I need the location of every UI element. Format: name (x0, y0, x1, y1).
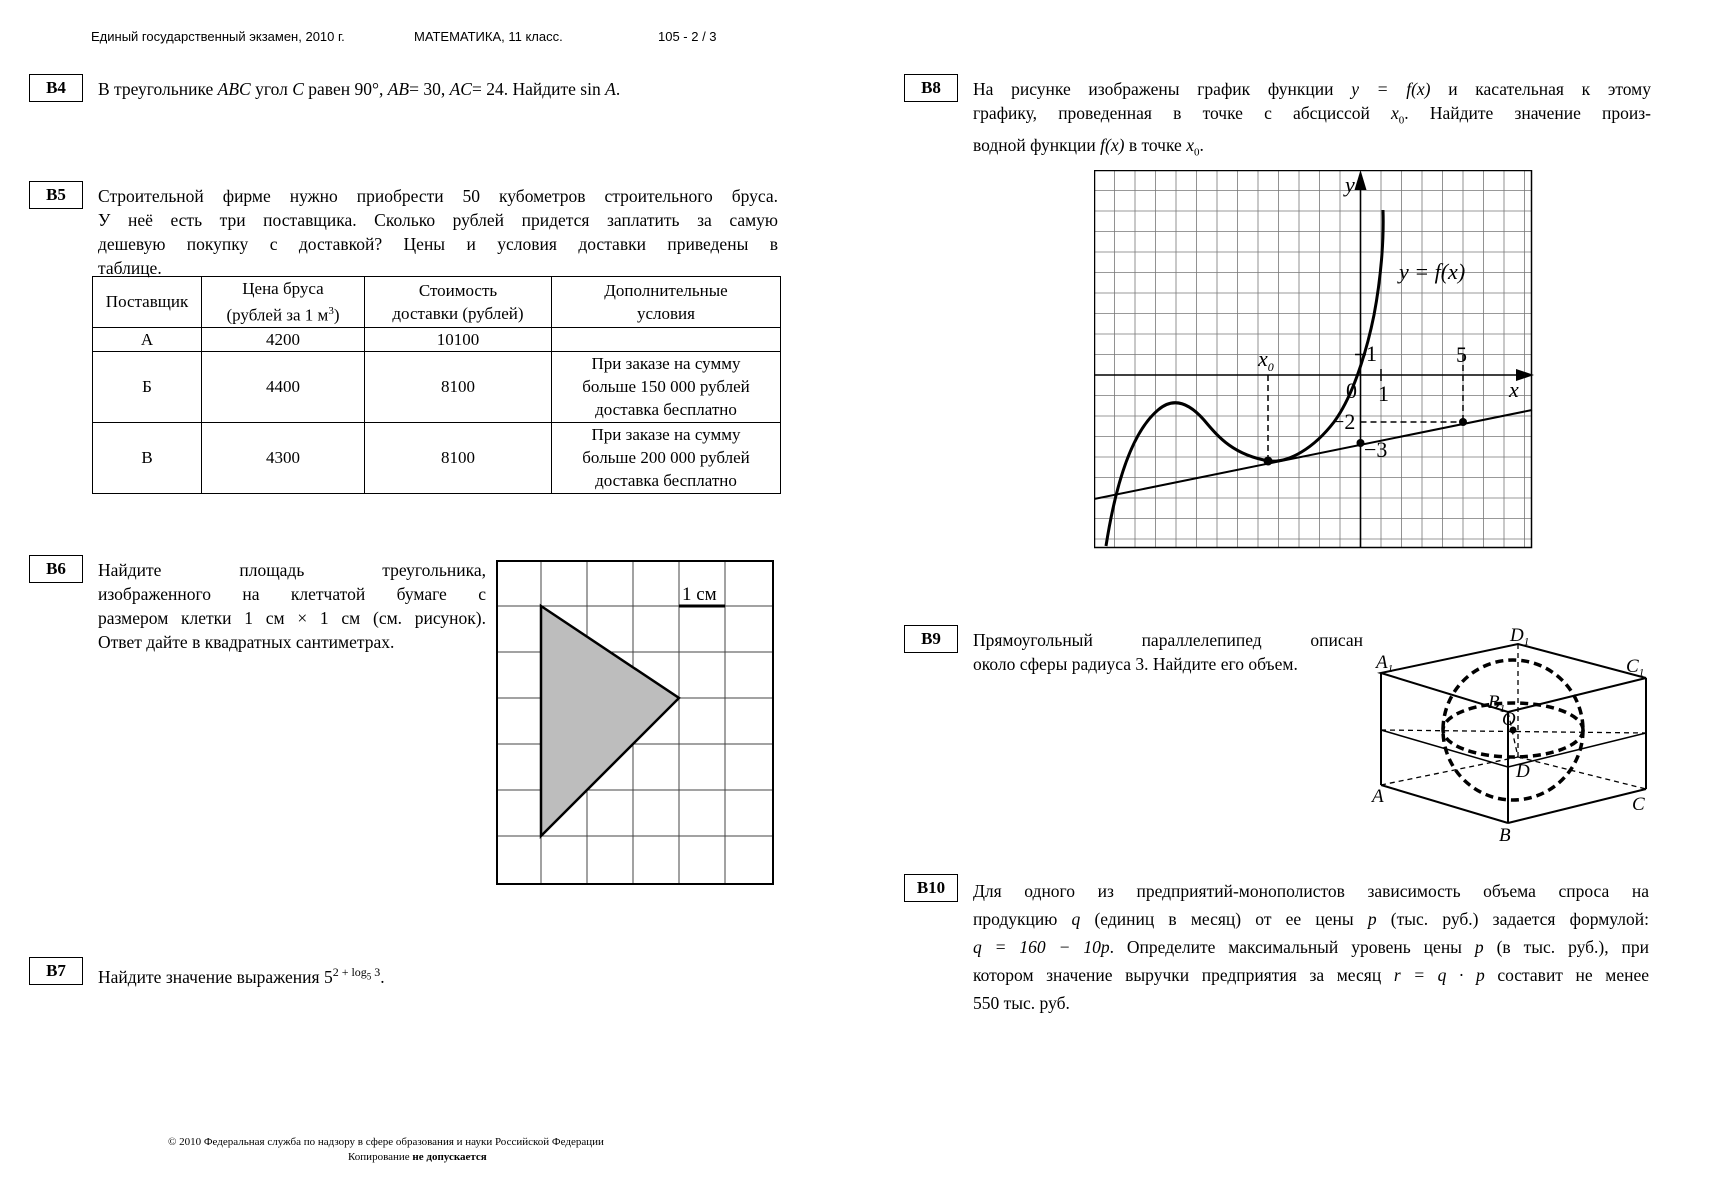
b10-l2c: (тыс. руб.) задается формулой: (1390, 909, 1649, 929)
point-x5 (1459, 418, 1467, 426)
minus-three-label: −3 (1364, 437, 1388, 462)
label-d1 (1509, 625, 1529, 648)
function-curve (1106, 210, 1383, 546)
b8-line-1 (973, 77, 1651, 101)
b9-line-1: Прямоугольный параллелепипед описан (973, 630, 1363, 650)
cell-delivery: 8100 (365, 422, 552, 493)
th-price-2a: (рублей за 1 м (226, 305, 329, 325)
label-c: C (1632, 794, 1645, 815)
b8-l1f: y = f(x) (1351, 79, 1431, 99)
table-header-row (93, 277, 781, 328)
task-b4-text (98, 77, 620, 101)
label-a1-letter: A (1376, 652, 1388, 673)
b6-line-4: Ответ дайте в квадратных сантиметрах. (98, 632, 395, 652)
th-delivery (365, 277, 552, 328)
b8-l2a: графику, проведенная в точке с абсциссой (973, 103, 1370, 123)
b4-t5: = 24. Найдите sin (471, 79, 601, 99)
th-price (202, 277, 365, 328)
b10-line-1: Для одного из предприятий-монополистов зависимость объема спроса на (973, 881, 1649, 901)
th-extra-2: условия (637, 303, 695, 323)
b8-l3a: водной функции (973, 134, 1096, 155)
cell-extra (552, 422, 781, 493)
b4-t4: = 30, (409, 79, 446, 99)
b8-line-3 (973, 133, 1651, 165)
header-subject: МАТЕМАТИКА, 11 класс. (414, 29, 563, 44)
cell-price: 4400 (202, 351, 365, 422)
b4-t6: . (615, 79, 621, 99)
b10-l4b: составит не менее (1497, 965, 1650, 985)
cell-delivery: 10100 (365, 327, 552, 351)
b4-t2: угол (255, 79, 288, 99)
footer-copy-b: не допускается (412, 1151, 487, 1163)
b8-l3x: x (1186, 134, 1194, 155)
label-d1-sub: 1 (1523, 636, 1530, 648)
b5-line-3: дешевую покупку с доставкой? Цены и условия доставки приведены в (98, 234, 778, 254)
th-extra-1: Дополнительные (604, 280, 728, 300)
task-label-b5: B5 (29, 181, 83, 209)
task-label-b4: B4 (29, 74, 83, 102)
b7-tail: . (380, 966, 385, 987)
b6-line-1: Найдите площадь треугольника, (98, 560, 486, 580)
b4-t3: равен 90°, (308, 79, 384, 99)
b10-l2a: продукцию (973, 909, 1058, 929)
th-price-2sup: 3 (328, 305, 334, 317)
one-y-label: 1 (1366, 341, 1377, 366)
label-b1-sub: 1 (1499, 703, 1506, 715)
b10-line-4 (973, 961, 1649, 989)
b8-graph (1094, 170, 1534, 550)
b10-l3p: p (1474, 937, 1484, 957)
b8-l1b: и касательная к этому (1448, 79, 1652, 99)
five-label: 5 (1456, 342, 1467, 367)
b7-base: 5 (323, 966, 333, 987)
b8-line-2 (973, 101, 1651, 133)
cell-supplier: А (93, 327, 202, 351)
table-row (93, 422, 781, 493)
triangle-shape (541, 606, 679, 836)
y-axis-label: y (1345, 172, 1355, 197)
extra-line: При заказе на сумму (591, 354, 741, 374)
cell-supplier: В (93, 422, 202, 493)
th-extra (552, 277, 781, 328)
one-x-label: 1 (1378, 381, 1389, 406)
b10-l4a: котором значение выручки предприятия за месяц (973, 965, 1382, 985)
curve-label: y = f(x) (1399, 259, 1466, 284)
task-label-b6: B6 (29, 555, 83, 583)
th-price-2b: ) (333, 305, 340, 325)
b10-l3f: q = 160 − 10p (973, 937, 1110, 957)
b6-line-3: размером клетки 1 см × 1 см (см. рисунок). (98, 608, 486, 628)
b8-l3xsub: 0 (1193, 146, 1200, 158)
task-label-b10: B10 (904, 874, 958, 902)
b9-figure (1368, 624, 1660, 852)
task-b8-text (973, 77, 1651, 164)
cell-price: 4200 (202, 327, 365, 351)
label-a: A (1372, 786, 1384, 807)
b10-l2b: (единиц в месяц) от ее цены (1094, 909, 1354, 929)
b7-exponent (332, 965, 381, 982)
b10-l2p: p (1367, 909, 1377, 929)
x0-label-sub: 0 (1267, 360, 1274, 374)
label-c1 (1626, 656, 1644, 679)
footer-copy-a: Копирование (348, 1151, 410, 1163)
label-d1-letter: D (1510, 625, 1524, 646)
b4-ac: AC (449, 79, 472, 99)
task-b6-text (98, 558, 486, 654)
extra-line: больше 150 000 рублей (582, 377, 750, 397)
tangency-point (1264, 457, 1273, 466)
b5-line-2: У неё есть три поставщика. Сколько рублей придется заплатить за самую (98, 210, 778, 230)
b6-line-2: изображенного на клетчатой бумаге с (98, 584, 486, 604)
label-c1-letter: C (1626, 656, 1639, 677)
task-label-b8: B8 (904, 74, 958, 102)
b7-exp-a: 2 + log (332, 965, 367, 979)
extra-line: доставка бесплатно (595, 471, 737, 491)
task-b9-text (973, 628, 1363, 676)
y-axis-arrow (1355, 170, 1367, 190)
b8-l1a: На рисунке изображены график функции (973, 79, 1334, 99)
b10-l3b: (в тыс. руб.), при (1496, 937, 1650, 957)
b5-line-1: Строительной фирме нужно приобрести 50 кубометров строительного бруса. (98, 186, 778, 206)
label-a1 (1374, 652, 1393, 675)
box-solid-edges (1381, 644, 1646, 823)
task-label-b7: B7 (29, 957, 83, 985)
label-o: O (1502, 709, 1516, 730)
th-delivery-2: доставки (рублей) (392, 303, 524, 323)
extra-line: больше 200 000 рублей (582, 448, 750, 468)
cell-extra (552, 351, 781, 422)
table-row (93, 327, 781, 351)
cell-delivery: 8100 (365, 351, 552, 422)
b6-grid-figure (495, 560, 777, 886)
extra-line: доставка бесплатно (595, 400, 737, 420)
b8-l3c: . (1199, 134, 1204, 155)
label-a1-sub: 1 (1387, 663, 1394, 675)
b5-line-4: таблице. (98, 258, 162, 278)
x0-label-x: x (1258, 346, 1268, 371)
b7-exp-b: 3 (371, 965, 381, 979)
th-supplier: Поставщик (93, 277, 202, 328)
b10-l4f: r = q · p (1393, 965, 1485, 985)
header-exam: Единый государственный экзамен, 2010 г. (91, 29, 345, 44)
b10-line-3 (973, 933, 1649, 961)
minus-two-label: −2 (1332, 409, 1356, 434)
b8-l2x: x (1391, 103, 1399, 123)
b8-l3b: в точке (1128, 134, 1182, 155)
origin-label: 0 (1346, 378, 1357, 403)
b10-l3a: . Определите максимальный уровень цены (1109, 937, 1462, 957)
b7-text: Найдите значение выражения (98, 966, 320, 987)
x0-label (1257, 346, 1274, 374)
task-b7-text (98, 960, 385, 989)
b4-ab: AB (387, 79, 410, 99)
label-d: D (1516, 761, 1530, 782)
extra-line: При заказе на сумму (591, 425, 741, 445)
cell-extra (552, 327, 781, 351)
b4-a: A (605, 79, 616, 99)
header-page: 105 - 2 / 3 (658, 29, 717, 44)
b8-l3f: f(x) (1100, 134, 1125, 155)
b4-c: C (292, 79, 304, 99)
b8-l2xsub: 0 (1398, 114, 1405, 127)
footer-copy-notice (348, 1151, 487, 1163)
x-axis-label: x (1509, 377, 1519, 402)
table-row (93, 351, 781, 422)
b10-l2q: q (1071, 909, 1081, 929)
task-label-b9: B9 (904, 625, 958, 653)
scale-label: 1 см (682, 584, 717, 605)
task-b10-text (973, 877, 1649, 1017)
b9-line-2: около сферы радиуса 3. Найдите его объем. (973, 654, 1298, 674)
footer-copyright: © 2010 Федеральная служба по надзору в сфере образования и науки Российской Федерации (168, 1136, 604, 1148)
th-price-2 (204, 300, 362, 327)
b4-abc: ABC (217, 79, 251, 99)
cell-price: 4300 (202, 422, 365, 493)
task-b5-text (98, 184, 778, 280)
b8-l2b: . Найдите значение произ- (1404, 103, 1652, 123)
b10-line-2 (973, 905, 1649, 933)
th-delivery-1: Стоимость (418, 280, 498, 300)
b5-price-table (92, 276, 781, 494)
b4-t1: В треугольнике (98, 79, 214, 99)
b10-line-5: 550 тыс. руб. (973, 993, 1070, 1013)
b7-exp-sub: 5 (366, 971, 372, 982)
label-c1-sub: 1 (1638, 667, 1645, 679)
th-price-1: Цена бруса (242, 279, 324, 298)
label-b1-letter: B (1488, 692, 1500, 713)
label-b: B (1499, 825, 1511, 846)
cell-supplier: Б (93, 351, 202, 422)
